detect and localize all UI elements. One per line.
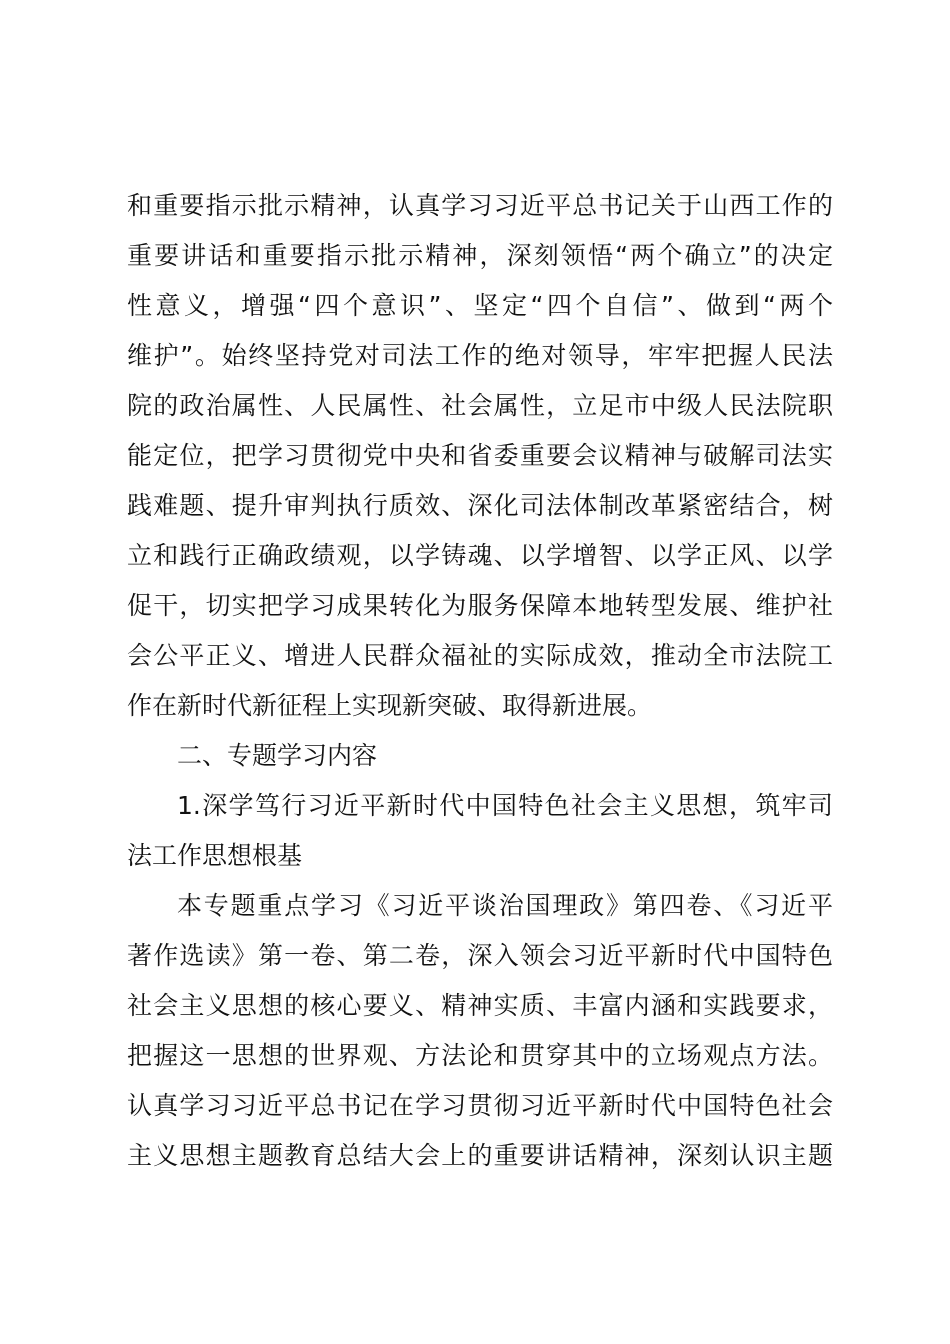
paragraph-line: 作在新时代新征程上实现新突破、取得新进展。 [127,691,653,720]
paragraph-line: 维护”。始终坚持党对司法工作的绝对领导，牢牢把握人民法 [127,341,833,370]
paragraph-line: 会公平正义、增进人民群众福祉的实际成效，推动全市法院工 [127,641,833,670]
subsection-heading: 1.深学笃行习近平新时代中国特色社会主义思想，筑牢司 [177,791,833,820]
paragraph-line: 重要讲话和重要指示批示精神，深刻领悟“两个确立”的决定 [127,241,833,270]
paragraph-line: 社会主义思想的核心要义、精神实质、丰富内涵和实践要求， [127,991,833,1020]
paragraph-line: 性意义，增强“四个意识”、坚定“四个自信”、做到“两个 [127,291,833,320]
paragraph-line: 本专题重点学习《习近平谈治国理政》第四卷、《习近平 [177,891,833,920]
subsection-heading-continued: 法工作思想根基 [127,841,303,870]
paragraph-line: 主义思想主题教育总结大会上的重要讲话精神，深刻认识主题 [127,1141,833,1170]
paragraph-line: 把握这一思想的世界观、方法论和贯穿其中的立场观点方法。 [127,1041,833,1070]
paragraph-line: 院的政治属性、人民属性、社会属性，立足市中级人民法院职 [127,391,833,420]
paragraph-line: 促干，切实把学习成果转化为服务保障本地转型发展、维护社 [127,591,833,620]
paragraph-line: 认真学习习近平总书记在学习贯彻习近平新时代中国特色社会 [127,1091,833,1120]
section-heading: 二、专题学习内容 [177,741,378,770]
paragraph-line: 立和践行正确政绩观，以学铸魂、以学增智、以学正风、以学 [127,541,833,570]
paragraph-line: 践难题、提升审判执行质效、深化司法体制改革紧密结合，树 [127,491,833,520]
paragraph-line: 著作选读》第一卷、第二卷，深入领会习近平新时代中国特色 [127,941,833,970]
paragraph-line: 能定位，把学习贯彻党中央和省委重要会议精神与破解司法实 [127,441,833,470]
paragraph-line: 和重要指示批示精神，认真学习习近平总书记关于山西工作的 [127,191,833,220]
